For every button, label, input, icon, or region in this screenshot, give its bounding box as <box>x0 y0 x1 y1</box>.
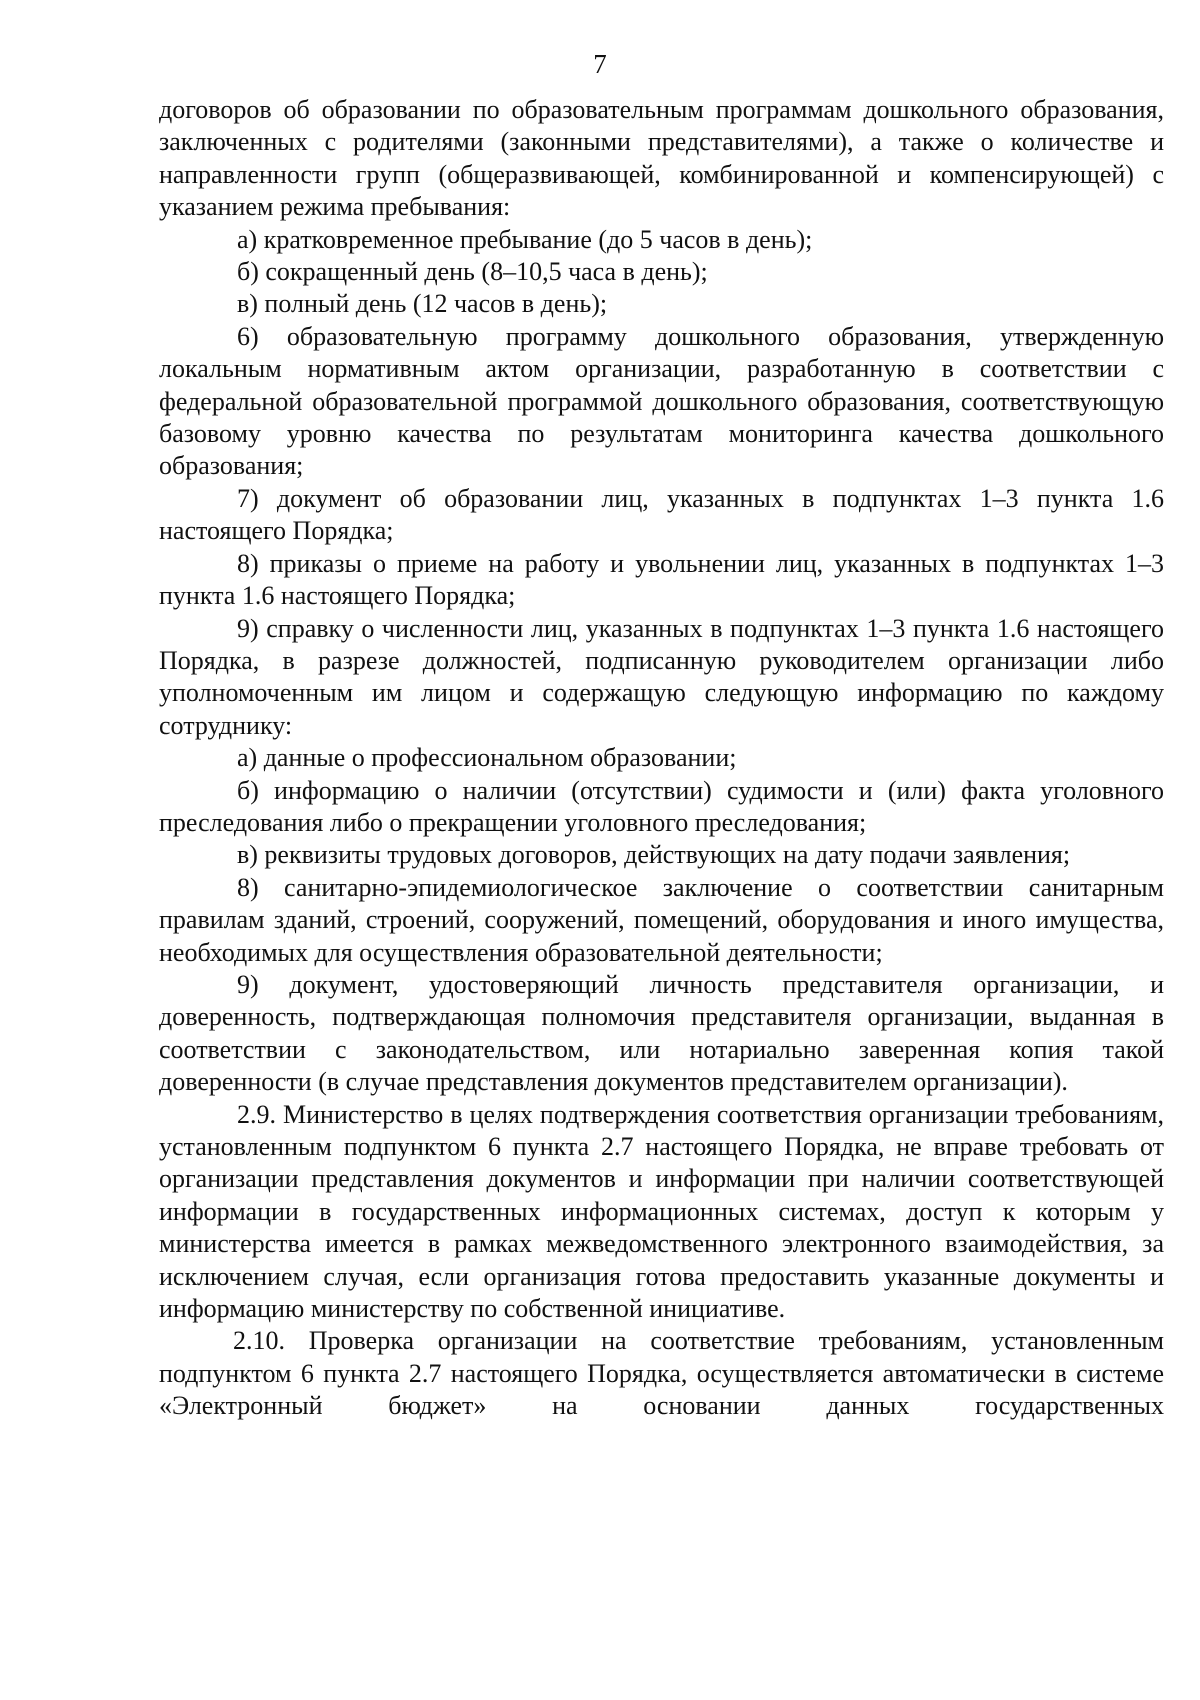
list-item-a-short-stay: а) кратковременное пребывание (до 5 часов в день); <box>237 224 813 254</box>
paragraph-2-10: 2.10. Проверка организации на соответствие требованиям, установленным подпунктом 6 пункта 2.7 настоящего Порядка, осуществляется автоматически в системе «Электронный бюджет» на основании данных государственных <box>159 1326 1164 1421</box>
list-item-b-criminal-record: б) информацию о наличии (отсутствии) судимости и (или) факта уголовного преследования либо о прекращении уголовного преследования; <box>159 775 1164 837</box>
document-body <box>159 94 1164 1423</box>
paragraph-item-9-identity: 9) документ, удостоверяющий личность представителя организации, и доверенность, подтверждающая полномочия представителя организации, выданная в соответствии с законодательством, или нотариально заверенная копия такой доверенности (в случае представления документов представителем организации). <box>159 969 1164 1097</box>
paragraph-item-9: 9) справку о численности лиц, указанных в подпунктах 1–3 пункта 1.6 настоящего Порядка, в разрезе должностей, подписанную руководителем организации либо уполномоченным им лицом и содержащую следующую информацию по каждому сотруднику: <box>159 613 1164 740</box>
paragraph-item-8-sanitary: 8) санитарно-эпидемиологическое заключение о соответствии санитарным правилам зданий, строений, сооружений, помещений, оборудования и иного имущества, необходимых для осуществления образовательной деятельности; <box>159 872 1164 967</box>
list-item-a-education: а) данные о профессиональном образовании; <box>237 743 737 773</box>
paragraph-item-8: 8) приказы о приеме на работу и увольнении лиц, указанных в подпунктах 1–3 пункта 1.6 настоящего Порядка; <box>159 548 1164 611</box>
list-item-v-full-day: в) полный день (12 часов в день); <box>237 289 608 319</box>
paragraph-item-6: 6) образовательную программу дошкольного образования, утвержденную локальным нормативным актом организации, разработанную в соответствии с федеральной образовательной программой дошкольного образования, соответствующую базовому уровню качества по результатам мониторинга качества дошкольного образования; <box>159 321 1164 481</box>
paragraph-item-7: 7) документ об образовании лиц, указанных в подпунктах 1–3 пункта 1.6 настоящего Порядка; <box>159 483 1164 546</box>
list-item-b-reduced-day: б) сокращенный день (8–10,5 часа в день); <box>237 257 708 287</box>
page-number: 7 <box>593 49 607 79</box>
paragraph-2-9: 2.9. Министерство в целях подтверждения соответствия организации требованиям, установленным подпунктом 6 пункта 2.7 настоящего Порядка, не вправе требовать от организации представления документов и информации при наличии соответствующей информации в государственных информационных системах, доступ к которым у министерства имеется в рамках межведомственного электронного взаимодействия, за исключением случая, если организация готова предоставить указанные документы и информацию министерству по собственной инициативе. <box>159 1099 1164 1324</box>
list-item-v-labor-contracts: в) реквизиты трудовых договоров, действующих на дату подачи заявления; <box>237 840 1071 870</box>
paragraph-continuation: договоров об образовании по образовательным программам дошкольного образования, заключенных с родителями (законными представителями), а также о количестве и направленности групп (общеразвивающей, комбинированной и компенсирующей) с указанием режима пребывания: <box>159 95 1164 222</box>
